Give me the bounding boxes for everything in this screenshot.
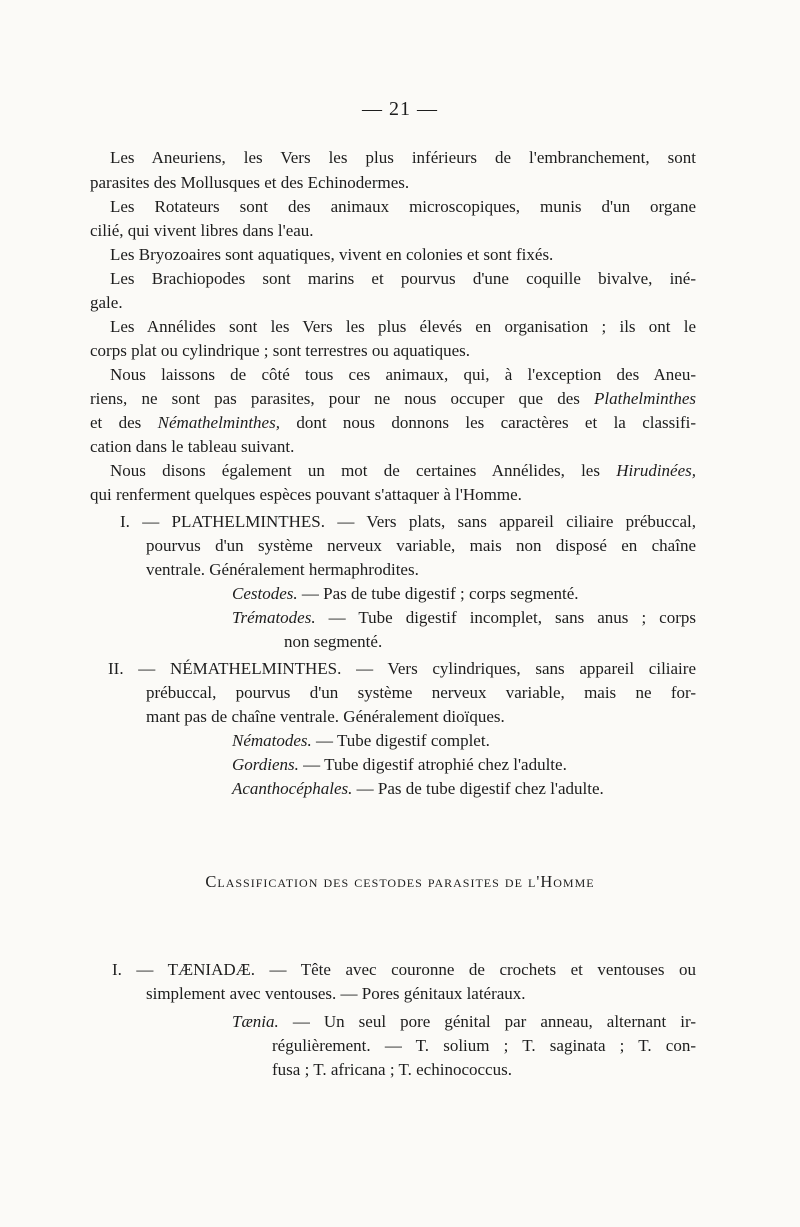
genus-desc: — Un seul pore génital par anneau, alternant ir-: [292, 1012, 696, 1031]
class-desc: — Pas de tube digestif ; corps segmenté.: [301, 584, 579, 603]
class-name: Acanthocéphales.: [232, 779, 353, 798]
italic-term: Hirudinées,: [616, 461, 696, 480]
italic-term: Plathelminthes: [594, 389, 696, 408]
section-heading: Classification des cestodes parasites de l'Homme: [205, 872, 595, 891]
paragraph-line: Les Bryozoaires sont aquatiques, vivent en colonies et sont fixés.: [110, 245, 554, 264]
class-entry: [232, 755, 567, 775]
text-run: et des: [90, 413, 142, 432]
genus-line: fusa ; T. africana ; T. echinococcus.: [272, 1060, 512, 1079]
paragraph-line: [90, 413, 696, 433]
group-line: pourvus d'un système nerveux variable, mais non disposé en chaîne: [146, 536, 696, 555]
text-run: dont nous donnons les caractères et la classifi-: [296, 413, 697, 432]
class-desc: — Tube digestif complet.: [316, 731, 490, 750]
class-name: Cestodes.: [232, 584, 298, 603]
class-desc: — Tube digestif atrophié chez l'adulte.: [303, 755, 567, 774]
text-run: Nous disons également un mot de certaines Annélides, les: [110, 461, 600, 480]
paragraph-line: [110, 461, 696, 481]
family-line: simplement avec ventouses. — Pores génitaux latéraux.: [146, 984, 526, 1003]
class-desc: — Tube digestif incomplet, sans anus ; corps: [328, 608, 697, 627]
group-heading-line: I. — PLATHELMINTHES. — Vers plats, sans appareil ciliaire prébuccal,: [120, 512, 696, 531]
genus-entry: [232, 1012, 696, 1032]
paragraph-line: gale.: [90, 293, 123, 312]
italic-term: Némathelminthes,: [157, 413, 280, 432]
text-run: riens, ne sont pas parasites, pour ne nous occuper que des: [90, 389, 580, 408]
class-desc: — Pas de tube digestif chez l'adulte.: [356, 779, 604, 798]
genus-line: régulièrement. — T. solium ; T. saginata ; T. con-: [272, 1036, 696, 1055]
page-number: — 21 —: [362, 98, 438, 120]
paragraph-line: corps plat ou cylindrique ; sont terrestres ou aquatiques.: [90, 341, 471, 360]
group-line: prébuccal, pourvus d'un système nerveux variable, mais ne for-: [146, 683, 696, 702]
paragraph-line: qui renferment quelques espèces pouvant s'attaquer à l'Homme.: [90, 485, 522, 504]
paragraph-line: Les Brachiopodes sont marins et pourvus d'une coquille bivalve, iné-: [110, 269, 696, 288]
class-entry-continuation: non segmenté.: [284, 632, 383, 651]
genus-name: Tænia.: [232, 1012, 279, 1031]
class-entry: [232, 608, 696, 628]
paragraph-line: [90, 389, 696, 409]
paragraph-line: parasites des Mollusques et des Echinodermes.: [90, 173, 410, 192]
class-name: Gordiens.: [232, 755, 299, 774]
class-entry: [232, 731, 490, 751]
paragraph-line: Nous laissons de côté tous ces animaux, qui, à l'exception des Aneu-: [110, 365, 696, 384]
group-line: mant pas de chaîne ventrale. Généralement dioïques.: [146, 707, 505, 726]
class-entry: [232, 584, 579, 604]
paragraph-line: Les Aneuriens, les Vers les plus inférieurs de l'embranchement, sont: [110, 148, 696, 167]
group-heading-line: II. — NÉMATHELMINTHES. — Vers cylindriques, sans appareil ciliaire: [108, 659, 696, 678]
paragraph-line: Les Rotateurs sont des animaux microscopiques, munis d'un organe: [110, 197, 696, 216]
paragraph-line: Les Annélides sont les Vers les plus élevés en organisation ; ils ont le: [110, 317, 696, 336]
family-heading-line: I. — TÆNIADÆ. — Tête avec couronne de crochets et ventouses ou: [112, 960, 696, 979]
paragraph-line: cilié, qui vivent libres dans l'eau.: [90, 221, 314, 240]
group-line: ventrale. Généralement hermaphrodites.: [146, 560, 419, 579]
class-name: Nématodes.: [232, 731, 312, 750]
paragraph-line: cation dans le tableau suivant.: [90, 437, 295, 456]
class-entry: [232, 779, 604, 799]
class-name: Trématodes.: [232, 608, 316, 627]
